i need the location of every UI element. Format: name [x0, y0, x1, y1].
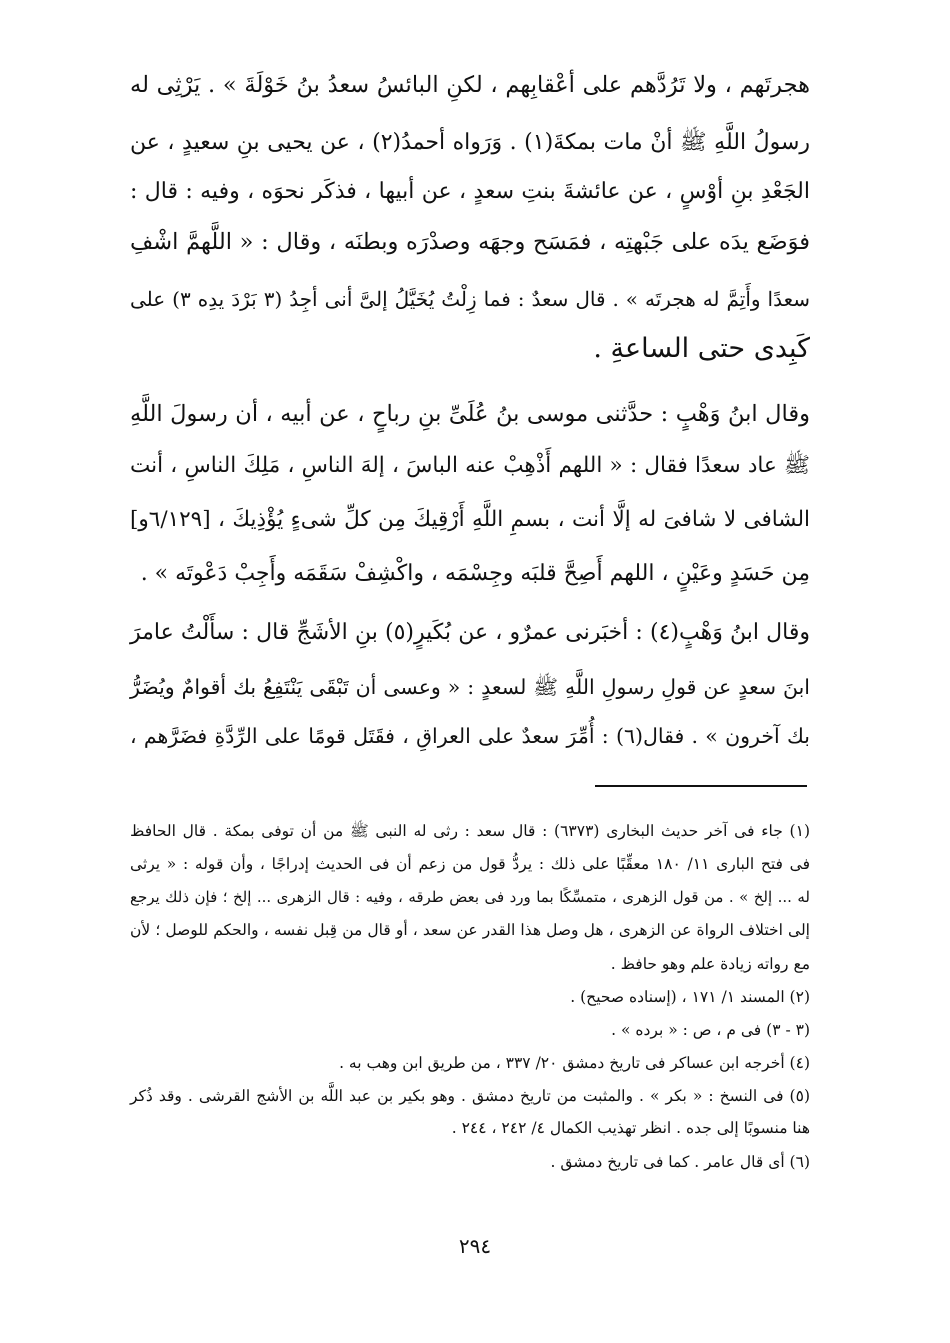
- footnote-line: فى فتح البارى ١١/ ١٨٠ معقِّبًا على ذلك : يردُّ قول من زعم أن فى الحديث إدراجًا ، وأن قوله : « يرثى: [130, 855, 810, 873]
- footnote-divider: [595, 785, 807, 787]
- page-number: ٢٩٤: [458, 1234, 492, 1258]
- main-text-line: رسولُ اللَّهِ ﷺ أنْ مات بمكةَ(١) . وَرَواه أحمدُ(٢) ، عن يحيى بنِ سعيدٍ ، عن: [130, 130, 810, 155]
- footnote-line: (٤) أخرجه ابن عساكر فى تاريخ دمشق ٢٠/ ٣٣٧ ، من طريق ابن وهب به .: [339, 1054, 810, 1072]
- footnote-line: له ... إلخ » . من قول الزهرى ، متمسِّكًا بما ورد فى بعض طرقه ، وفيه : قال الزهرى ... إلخ ؛ فإن ذلك يرجع: [130, 888, 810, 906]
- footnote-line: هنا منسوبًا إلى جده . انظر تهذيب الكمال ٤/ ٢٤٢ ، ٢٤٤ .: [451, 1119, 810, 1137]
- main-text-line: وقال ابنُ وَهْبٍ(٤) : أخبَرنى عمرٌو ، عن بُكَيرٍ(٥) بنِ الأشَجِّ قال : سأَلْتُ عامرَ: [130, 620, 810, 645]
- main-text-line: الشافى لا شافىَ له إلَّا أنت ، بسمِ اللَّهِ أَرْقِيكَ مِن كلِّ شىءٍ يُؤْذِيكَ ، [٦/١٢٩و]: [130, 507, 810, 532]
- main-text-line: مِن حَسَدٍ وعَيْنٍ ، اللهم أَصِحَّ قلبَه وجِسْمَه ، واكْشِفْ سَقَمَه وأَجِبْ دَعْوتَه » .: [140, 561, 810, 586]
- main-text-line: بك آخرون » . فقال(٦) : أُمِّرَ سعدٌ على العراقِ ، فقَتَل قومًا على الرِّدَّةِ فضَرَّهم ،: [130, 724, 810, 748]
- main-text-line: سعدًا وأَتِمَّ له هجرتَه » . قال سعدٌ : فما زِلْتُ يُخَيَّلُ إلىَّ أنى أجِدُ (٣ بَرْدَ يدِه ٣) على: [130, 287, 811, 311]
- main-text-line: فوَضَع يدَه على جَبْهتِه ، فمَسَح وجهَه وصدْرَه وبطنَه ، وقال : « اللَّهمَّ اشْفِ: [130, 229, 810, 255]
- footnote-line: إلى اختلاف الرواة عن الزهرى ، هل وصل هذا القدر عن سعد ، أو قال من قِبل نفسه ، والحكم للوصل ؛ لأن: [130, 921, 810, 939]
- main-text-line: وقال ابنُ وَهْبٍ : حدَّثنى موسى بنُ عُلَىِّ بنِ رباحٍ ، عن أبيه ، أن رسولَ اللَّهِ: [130, 401, 810, 427]
- footnote-line: (٦) أى قال عامر . كما فى تاريخ دمشق .: [550, 1153, 810, 1171]
- main-text-line: ﷺ عاد سعدًا فقال : « اللهم أَذْهِبْ عنه الباسَ ، إلهَ الناسِ ، مَلِكَ الناسِ ، أنت: [130, 453, 810, 478]
- main-text-line: هجرتَهم ، ولا تَرُدَّهم على أعْقابِهم ، لكنِ البائسُ سعدُ بنُ خَوْلَةَ » . يَرْثِى له: [130, 72, 810, 98]
- footnote-line: (١) جاء فى آخر حديث البخارى (٦٣٧٣) : قال سعد : رثى له النبى ﷺ من أن توفى بمكة . قال الحافظ: [130, 822, 810, 840]
- footnote-line: (٣ - ٣) فى م ، ص : « برده » .: [611, 1021, 810, 1039]
- footnote-line: مع رواته زيادة علم وهو حافظ .: [610, 955, 810, 973]
- footnote-line: (٥) فى النسخ : « بكر » . والمثبت من تاريخ دمشق . وهو بكير بن عبد اللَّه بن الأشج القرشى . وقد ذُكر: [130, 1087, 810, 1105]
- main-text-line: كَبِدى حتى الساعةِ .: [593, 333, 810, 364]
- footnote-line: (٢) المسند ١/ ١٧١ ، (إسناده صحيح) .: [570, 988, 810, 1006]
- main-text-line: ابنَ سعدٍ عن قولِ رسولِ اللَّهِ ﷺ لسعدٍ : « وعسى أن تَبْقَى يَنْتَفِعُ بك أقوامٌ ويُضَرُّ: [130, 675, 810, 699]
- main-text-line: الجَعْدِ بنِ أوْسٍ ، عن عائشةَ بنتِ سعدٍ ، عن أبيها ، فذكَر نحوَه ، وفيه : قال :: [130, 179, 810, 204]
